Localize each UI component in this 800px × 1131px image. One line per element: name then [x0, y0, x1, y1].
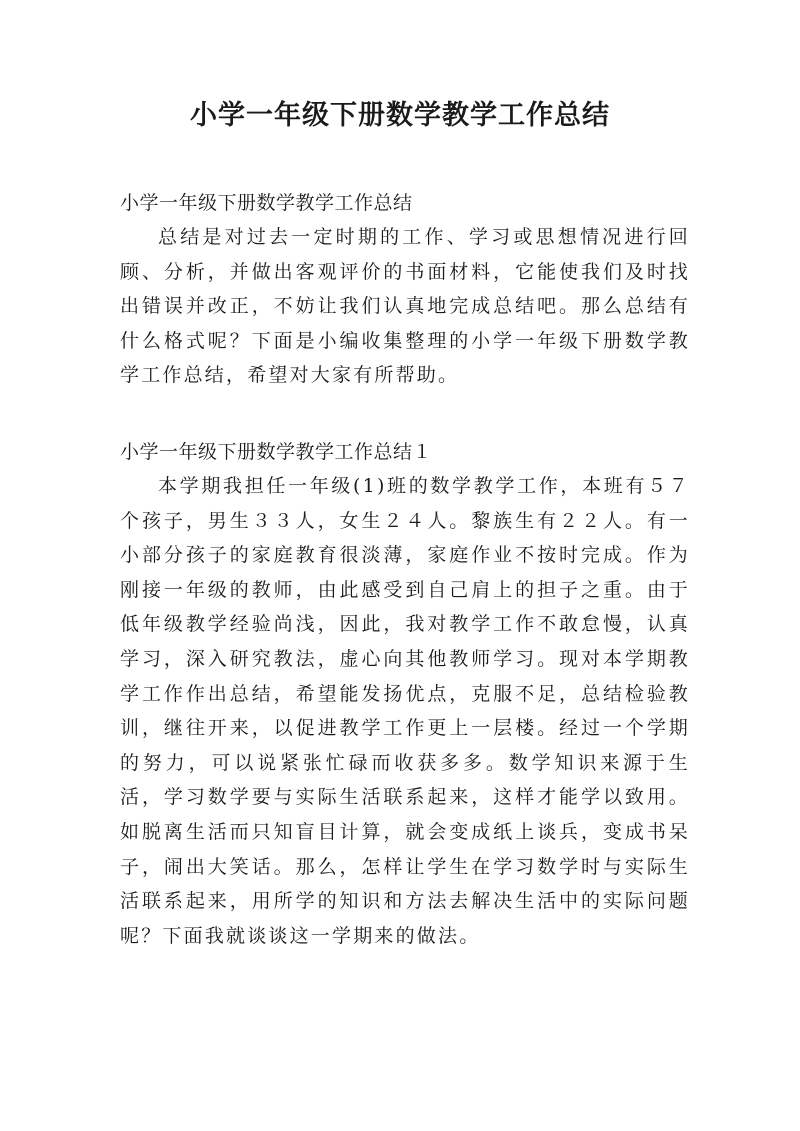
- summary-1-section: [120, 435, 690, 953]
- section-paragraph: 本学期我担任一年级(1)班的数学教学工作，本班有５７个孩子，男生３３人，女生２４人。黎族生有２２人。有一小部分孩子的家庭教育很淡薄，家庭作业不按时完成。作为刚接一年级的教师，由此感受到自己肩上的担子之重。由于低年级教学经验尚浅，因此，我对教学工作不敢怠慢，认真学习，深入研究教法，虚心向其他教师学习。现对本学期教学工作作出总结，希望能发扬优点，克服不足，总结检验教训，继往开来，以促进教学工作更上一层楼。经过一个学期的努力，可以说紧张忙碌而收获多多。数学知识来源于生活，学习数学要与实际生活联系起来，这样才能学以致用。如脱离生活而只知盲目计算，就会变成纸上谈兵，变成书呆子，闹出大笑话。那么，怎样让学生在学习数学时与实际生活联系起来，用所学的知识和方法去解决生活中的实际问题呢？下面我就谈谈这一学期来的做法。: [120, 474, 690, 947]
- section-paragraph: 总结是对过去一定时期的工作、学习或思想情况进行回顾、分析，并做出客观评价的书面材料，它能使我们及时找出错误并改正，不妨让我们认真地完成总结吧。那么总结有什么格式呢？下面是小编收集整理的小学一年级下册数学教学工作总结，希望对大家有所帮助。: [120, 226, 690, 387]
- section-spacer: [120, 393, 690, 435]
- document-body: [120, 186, 690, 953]
- section-heading: 小学一年级下册数学教学工作总结１: [120, 440, 433, 463]
- intro-section: [120, 186, 690, 393]
- section-heading: 小学一年级下册数学教学工作总结: [120, 192, 413, 214]
- document-title: 小学一年级下册数学教学工作总结: [190, 100, 610, 131]
